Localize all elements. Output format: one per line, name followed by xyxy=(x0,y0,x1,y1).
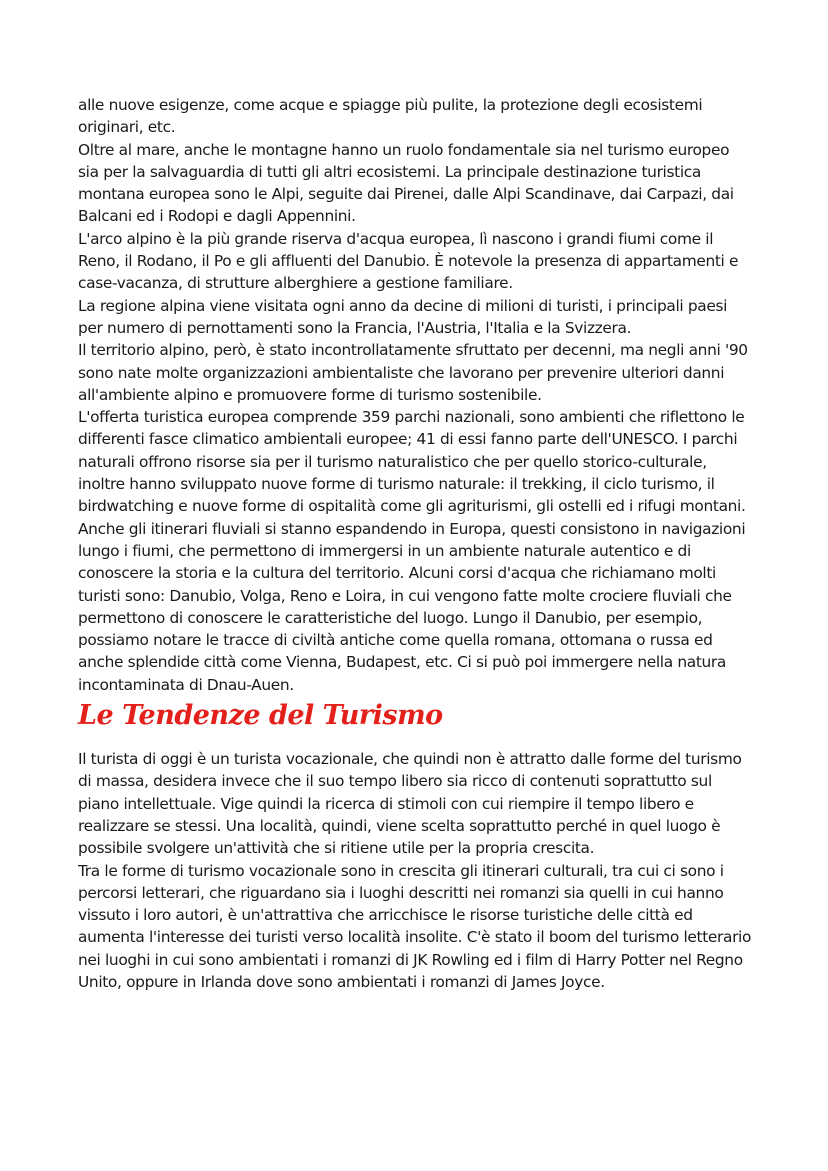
paragraph-river-itineraries: Anche gli itinerari fluviali si stanno espandendo in Europa, questi consistono in navigazioni lungo i fiumi, che permettono di immergersi in un ambiente naturale autentico e di conoscere la storia e la cultura del territorio. Alcuni corsi d'acqua che richiamano molti turisti sono: Danubio, Volga, Reno e Loira, in cui vengono fatte molte crociere fluviali che permettono di conoscere le caratteristiche del luogo. Lungo il Danubio, per esempio, possiamo notare le tracce di civiltà antiche come quella romana, ottomana o russa ed anche splendide città come Vienna, Budapest, etc. Ci si può poi immergere nella natura incontaminata di Dnau-Auen. xyxy=(78,519,746,694)
section-heading: Le Tendenze del Turismo xyxy=(78,700,443,732)
paragraph-mountains: Oltre al mare, anche le montagne hanno un ruolo fondamentale sia nel turismo europeo sia per la salvaguardia di tutti gli altri ecosistemi. La principale destinazione turistica montana europea sono le Alpi, seguite dai Pirenei, dalle Alpi Scandinave, dai Carpazi, dai Balcani ed i Rodopi e dagli Appennini. xyxy=(78,140,734,226)
paragraph-literary-tourism: Tra le forme di turismo vocazionale sono in crescita gli itinerari culturali, tra cui ci sono i percorsi letterari, che riguardano sia i luoghi descritti nei romanzi sia quelli in cui hanno vissuto i loro autori, è un'attrattiva che arricchisce le risorse turistiche delle città ed aumenta l'interesse dei turisti verso località insolite. C'è stato il boom del turismo letterario nei luoghi in cui sono ambientati i romanzi di JK Rowling ed i film di Harry Potter nel Regno Unito, oppure in Irlanda dove sono ambientati i romanzi di James Joyce. xyxy=(78,861,752,991)
paragraph-vocational-tourist: Il turista di oggi è un turista vocazionale, che quindi non è attratto dalle forme del turismo di massa, desidera invece che il suo tempo libero sia ricco di contenuti soprattutto sul piano intellettuale. Vige quindi la ricerca di stimoli con cui riempire il tempo libero e realizzare se stessi. Una località, quindi, viene scelta soprattutto perché in quel luogo è possibile svolgere un'attività che si ritiene utile per la propria crescita. xyxy=(78,750,742,858)
document-page xyxy=(78,94,754,993)
paragraph-alpine-region: La regione alpina viene visitata ogni anno da decine di milioni di turisti, i principali paesi per numero di pernottamenti sono la Francia, l'Austria, l'Italia e la Svizzera. xyxy=(78,296,728,337)
paragraph-national-parks: L'offerta turistica europea comprende 359 parchi nazionali, sono ambienti che riflettono le differenti fasce climatico ambientali europee; 41 di essi fanno parte dell'UNESCO. I parchi naturali offrono risorse sia per il turismo naturalistico che per quello storico-culturale, inoltre hanno sviluppato nuove forme di turismo naturale: il trekking, il ciclo turismo, il birdwatching e nuove forme di ospitalità come gli agriturismi, gli ostelli ed i rifugi montani. xyxy=(78,408,746,516)
paragraph-alpine-territory: Il territorio alpino, però, è stato incontrollatamente sfruttato per decenni, ma negli anni '90 sono nate molte organizzazioni ambientaliste che lavorano per prevenire ulteriori danni all'ambiente alpino e promuovere forme di turismo sostenibile. xyxy=(78,341,748,404)
paragraph-alpine-arc: L'arco alpino è la più grande riserva d'acqua europea, lì nascono i grandi fiumi come il Reno, il Rodano, il Po e gli affluenti del Danubio. È notevole la presenza di appartamenti e case-vacanza, di strutture alberghiere a gestione familiare. xyxy=(78,229,739,293)
paragraph-new-requirements: alle nuove esigenze, come acque e spiagge più pulite, la protezione degli ecosistemi originari, etc. xyxy=(78,96,703,137)
